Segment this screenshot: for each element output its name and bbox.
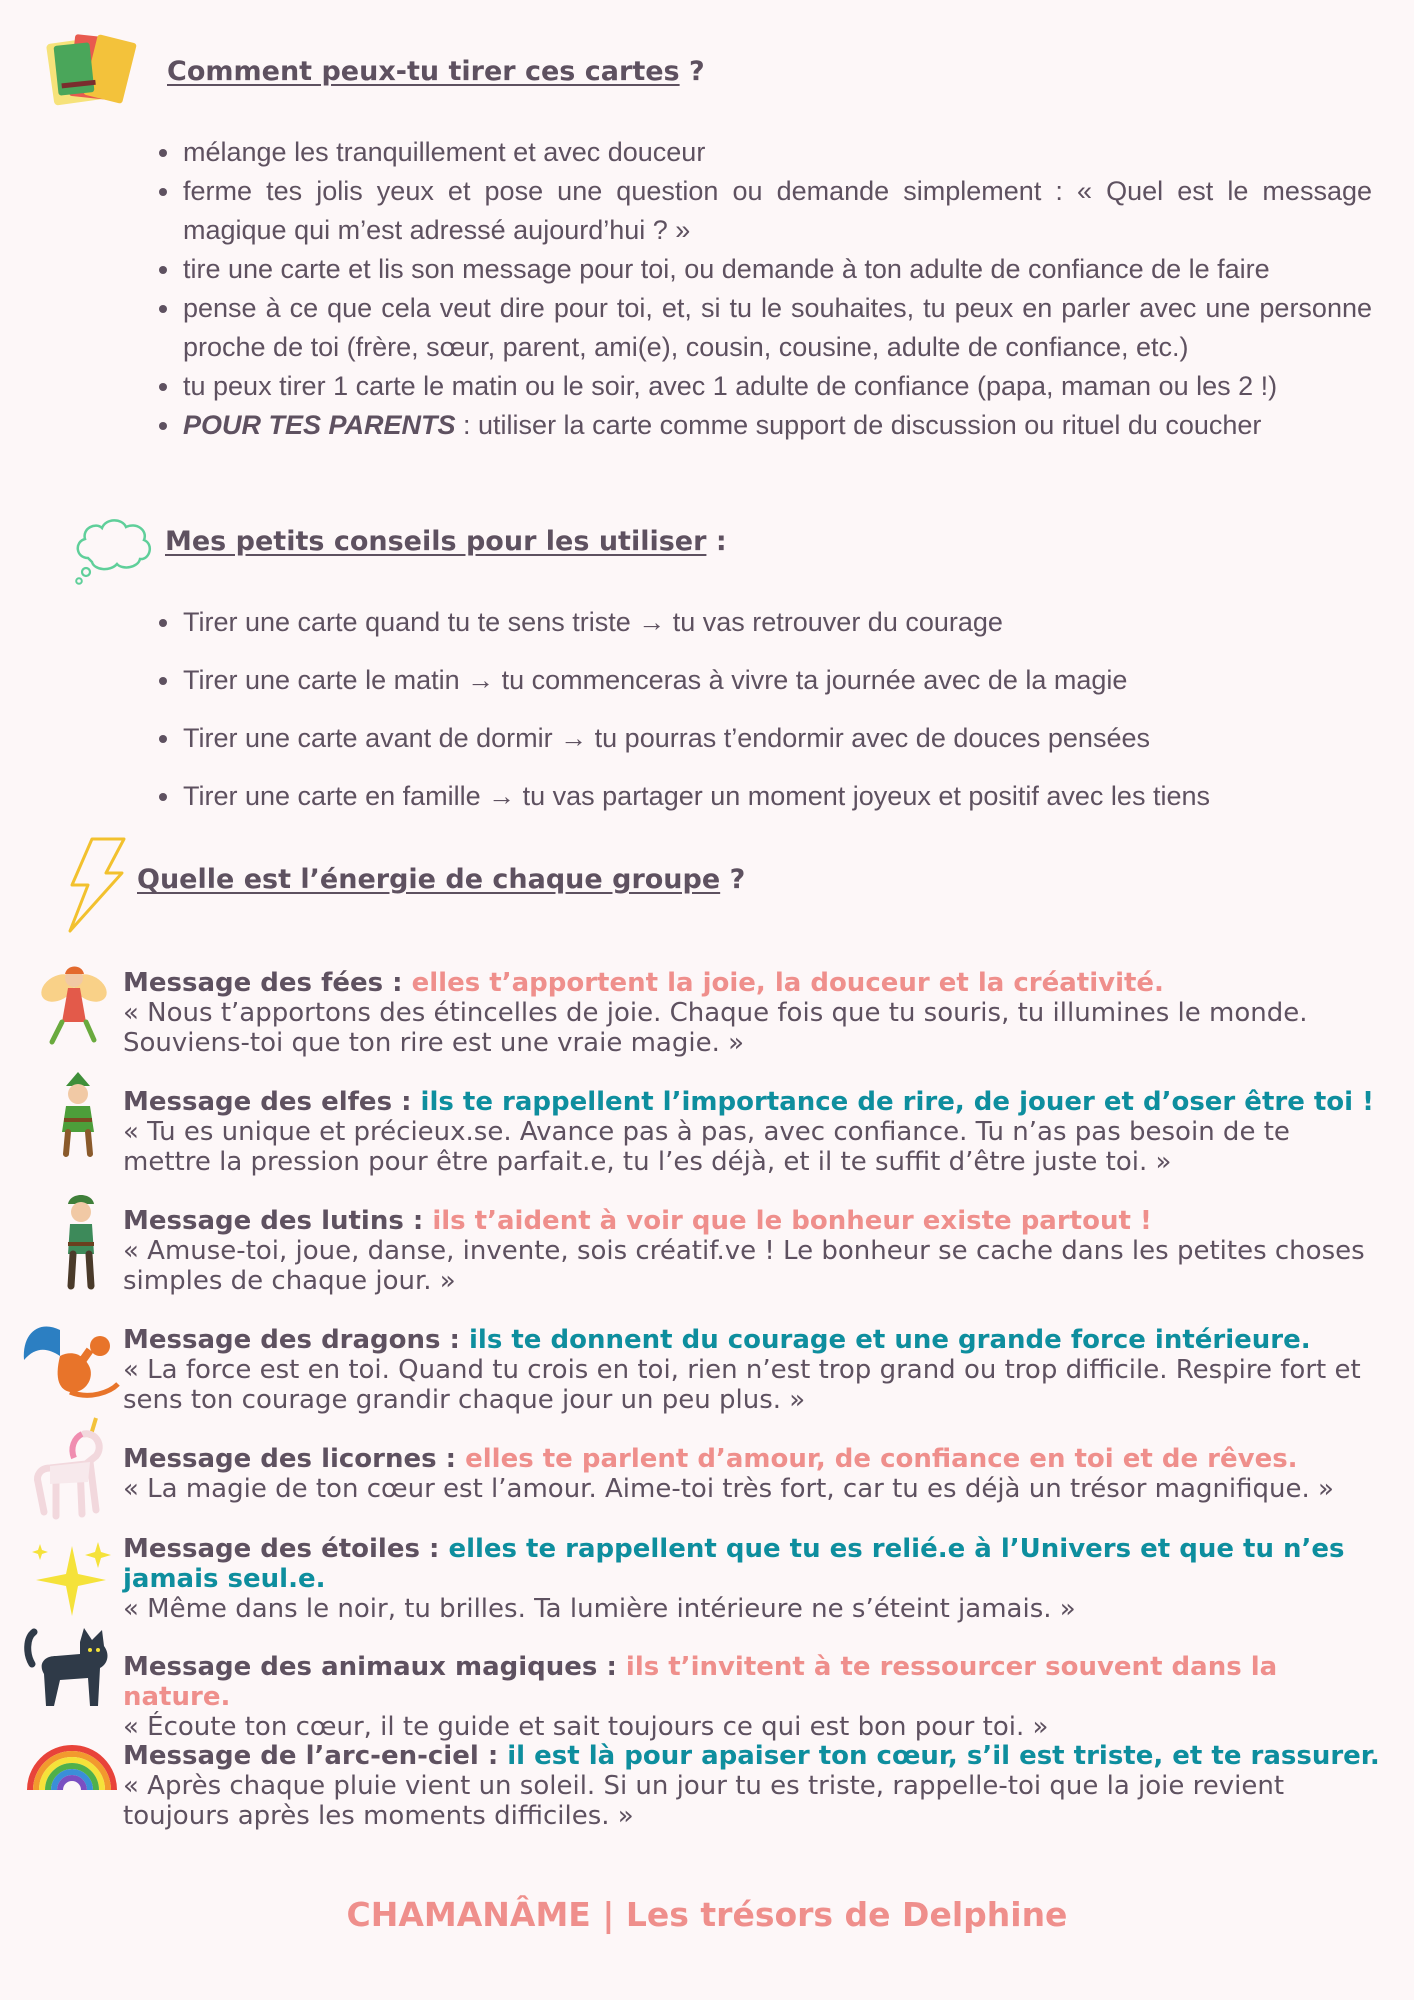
group-name: Message des fées :	[123, 968, 412, 998]
list-item: Tirer une carte avant de dormir → tu pourras t’endormir avec de douces pensées	[157, 719, 1372, 758]
list-item: pense à ce que cela veut dire pour toi, et, si tu le souhaites, tu peux en parler avec une personne proche de toi (frère, sœur, parent, ami(e), cousin, cousine, adulte de confiance, etc.)	[157, 289, 1372, 367]
goblin-icon	[56, 1190, 106, 1294]
group-quote: « Écoute ton cœur, il te guide et sait toujours ce qui est bon pour toi. »	[123, 1712, 1049, 1742]
list-item: Tirer une carte le matin → tu commenceras à vivre ta journée avec de la magie	[157, 661, 1372, 700]
dragon-icon	[20, 1320, 122, 1402]
group-etoiles	[123, 1534, 1383, 1624]
group-name: Message des licornes :	[123, 1444, 466, 1474]
thought-cloud-icon	[70, 510, 155, 595]
unicorn-icon	[26, 1412, 122, 1522]
list-item: Tirer une carte en famille → tu vas partager un moment joyeux et positif avec les tiens	[157, 777, 1372, 816]
cards-icon	[42, 30, 152, 110]
cat-icon	[20, 1624, 120, 1712]
section2-suffix: :	[706, 526, 727, 557]
group-name: Message des animaux magiques :	[123, 1652, 626, 1682]
group-quote: « La force est en toi. Quand tu crois en toi, rien n’est trop grand ou trop difficile. Respire fort et sens ton courage grandir chaque jour un peu plus. »	[123, 1355, 1361, 1415]
section3-suffix: ?	[720, 864, 746, 895]
group-energy: elles t’apportent la joie, la douceur et la créativité.	[411, 968, 1164, 998]
group-energy: ils t’invitent à te ressourcer souvent dans la nature.	[123, 1652, 1278, 1712]
group-energy: il est là pour apaiser ton cœur, s’il est triste, et te rassurer.	[507, 1741, 1380, 1771]
group-quote: « Nous t’apportons des étincelles de joie. Chaque fois que tu souris, tu illumines le monde. Souviens-toi que ton rire est une vraie magie. »	[123, 998, 1308, 1058]
section3-heading	[137, 864, 745, 895]
group-quote: « Amuse-toi, joue, danse, invente, sois créatif.ve ! Le bonheur se cache dans les petites choses simples de chaque jour. »	[123, 1236, 1365, 1296]
elf-icon	[48, 1072, 108, 1160]
group-licornes	[123, 1444, 1383, 1504]
group-name: Message des elfes :	[123, 1087, 421, 1117]
section2-title: Mes petits conseils pour les utiliser	[165, 526, 707, 557]
group-energy: elles te parlent d’amour, de confiance en toi et de rêves.	[465, 1444, 1298, 1474]
stars-icon	[26, 1536, 118, 1624]
lightning-icon	[62, 835, 132, 935]
list-item: ferme tes jolis yeux et pose une question ou demande simplement : « Quel est le message magique qui m’est adressé aujourd’hui ? »	[157, 172, 1372, 250]
parents-text: : utiliser la carte comme support de discussion ou rituel du coucher	[455, 410, 1262, 440]
section1-heading	[167, 56, 705, 87]
group-energy: ils te donnent du courage et une grande force intérieure.	[469, 1325, 1311, 1355]
group-quote: « Après chaque pluie vient un soleil. Si un jour tu es triste, rappelle-toi que la joie revient toujours après les moments difficiles. »	[123, 1771, 1285, 1831]
section1-suffix: ?	[679, 56, 705, 87]
rainbow-icon	[24, 1738, 120, 1796]
list-item-parents	[157, 406, 1372, 445]
section1-title: Comment peux-tu tirer ces cartes	[167, 56, 680, 87]
group-animaux	[123, 1652, 1383, 1742]
group-energy: ils te rappellent l’importance de rire, de jouer et d’oser être toi !	[420, 1087, 1374, 1117]
list-item: mélange les tranquillement et avec douceur	[157, 133, 1372, 172]
list-item: Tirer une carte quand tu te sens triste → tu vas retrouver du courage	[157, 603, 1372, 642]
footer-brand: CHAMANÂME | Les trésors de Delphine	[346, 1895, 1068, 1934]
group-fees	[123, 968, 1383, 1058]
group-arc-en-ciel	[123, 1741, 1383, 1831]
section2-list	[157, 603, 1372, 835]
section3-title: Quelle est l’énergie de chaque groupe	[137, 864, 721, 895]
list-item: tu peux tirer 1 carte le matin ou le soir, avec 1 adulte de confiance (papa, maman ou les 2 !)	[157, 367, 1372, 406]
group-name: Message des lutins :	[123, 1206, 433, 1236]
group-name: Message de l’arc-en-ciel :	[123, 1741, 508, 1771]
group-quote: « Tu es unique et précieux.se. Avance pas à pas, avec confiance. Tu n’as pas besoin de te mettre la pression pour être parfait.e, tu l’es déjà, et il te suffit d’être juste toi. »	[123, 1117, 1290, 1177]
group-dragons	[123, 1325, 1383, 1415]
group-lutins	[123, 1206, 1383, 1296]
group-elfes	[123, 1087, 1383, 1177]
group-quote: « La magie de ton cœur est l’amour. Aime-toi très fort, car tu es déjà un trésor magnifique. »	[123, 1474, 1334, 1504]
group-energy: elles te rappellent que tu es relié.e à l’Univers et que tu n’es jamais seul.e.	[123, 1534, 1345, 1594]
group-name: Message des dragons :	[123, 1325, 470, 1355]
parents-label: POUR TES PARENTS	[183, 410, 456, 440]
list-item: tire une carte et lis son message pour toi, ou demande à ton adulte de confiance de le faire	[157, 250, 1372, 289]
section2-heading	[165, 526, 727, 557]
section1-list	[157, 133, 1372, 445]
group-name: Message des étoiles :	[123, 1534, 449, 1564]
group-quote: « Même dans le noir, tu brilles. Ta lumière intérieure ne s’éteint jamais. »	[123, 1594, 1076, 1624]
group-energy: ils t’aident à voir que le bonheur existe partout !	[432, 1206, 1152, 1236]
fairy-icon	[34, 958, 114, 1050]
